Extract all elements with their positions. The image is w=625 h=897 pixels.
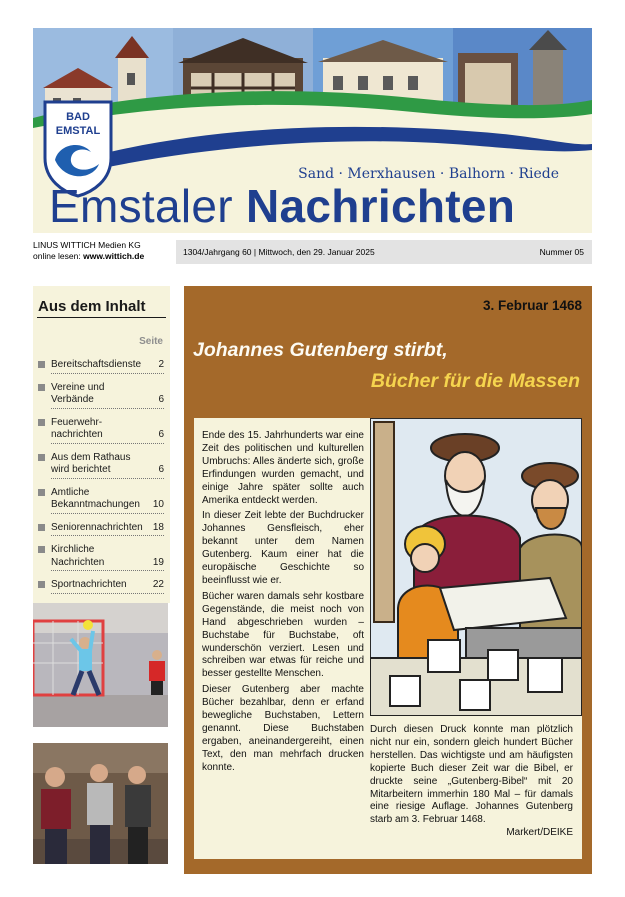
svg-text:EMSTAL: EMSTAL xyxy=(55,125,101,137)
toc-item[interactable] xyxy=(38,382,164,409)
toc-item-page: 10 xyxy=(152,499,164,510)
toc-item-row xyxy=(51,382,164,409)
article-column-1 xyxy=(202,430,364,775)
feature-headline-line2: Bücher für die Massen xyxy=(370,370,580,392)
toc-item-row xyxy=(51,487,164,514)
toc-item-row xyxy=(51,452,164,479)
publisher-info xyxy=(33,240,173,262)
toc-item-page: 6 xyxy=(158,429,164,440)
toc-item-label: Sportnachrichten xyxy=(51,579,127,590)
feature-headline-line1: Johannes Gutenberg stirbt, xyxy=(193,339,448,361)
feature-date: 3. Februar 1468 xyxy=(482,298,582,313)
article-paragraph: Ende des 15. Jahrhunderts war eine Zeit des politischen und kulturellen Umbruchs: Alles änderte sich, große Erfindungen wurden gemacht, und einige Jahre später sollte auch Amerika entdeckt werden. xyxy=(202,430,364,506)
square-bullet-icon xyxy=(38,361,45,368)
toc-item-label: Aus dem Rathaus wird berichtet xyxy=(51,451,131,475)
article-credit: Markert/DEIKE xyxy=(506,827,573,839)
toc-item[interactable] xyxy=(38,359,164,374)
article-column-2 xyxy=(370,724,573,840)
square-bullet-icon xyxy=(38,419,45,426)
toc-item[interactable] xyxy=(38,544,164,571)
online-line xyxy=(33,251,173,262)
group-photo xyxy=(33,743,168,864)
feature-article xyxy=(184,286,592,874)
article-text-box-2 xyxy=(370,716,582,859)
toc-item[interactable] xyxy=(38,417,164,444)
toc-divider xyxy=(37,317,166,318)
article-paragraph: Bücher waren damals sehr kostbare Gegenstände, die meist noch von Hand abgeschrieben wurden – Buchstabe für Buchstabe, oft wunderschön verziert. Lesen und schreiben war etwas für reiche und besser gestellte Menschen. xyxy=(202,590,364,680)
square-bullet-icon xyxy=(38,454,45,461)
square-bullet-icon xyxy=(38,581,45,588)
toc-item-page: 22 xyxy=(152,579,164,590)
gutenberg-illustration xyxy=(370,418,582,716)
handball-photo xyxy=(33,603,168,727)
article-paragraph: In dieser Zeit lebte der Buchdrucker Johannes Gensfleisch, eher bekannt unter dem Namen Gutenberg. Kaum einer hat die europäische Geschichte so beeinflusst wie er. xyxy=(202,510,364,586)
toc-item-label: Kirchliche Nachrichten xyxy=(51,544,105,568)
toc-item-label: Seniorennachrichten xyxy=(51,521,143,533)
toc-item-row xyxy=(51,544,164,571)
toc-item-row xyxy=(51,579,164,594)
toc-item[interactable] xyxy=(38,522,164,537)
toc-item[interactable] xyxy=(38,579,164,594)
villages-line: Sand · Merxhausen · Balhorn · Riede xyxy=(298,166,559,182)
online-prefix: online lesen: xyxy=(33,251,81,261)
article-credit-line xyxy=(370,827,573,840)
publisher-name: LINUS WITTICH Medien KG xyxy=(33,240,141,250)
square-bullet-icon xyxy=(38,489,45,496)
toc-item[interactable] xyxy=(38,452,164,479)
newspaper-title xyxy=(49,178,515,233)
title-part-nachrichten: Nachrichten xyxy=(245,180,516,232)
article-text-box xyxy=(194,418,370,859)
toc-item-page: 18 xyxy=(152,521,164,533)
issue-info: 1304/Jahrgang 60 | Mittwoch, den 29. Januar 2025 xyxy=(183,247,375,257)
toc-item-label: Feuerwehr- nachrichten xyxy=(51,416,103,440)
toc-item-page: 2 xyxy=(158,359,164,370)
toc-item-label: Amtliche Bekanntmachungen xyxy=(51,486,140,510)
toc-item-page: 6 xyxy=(158,464,164,475)
toc-list xyxy=(38,359,164,602)
square-bullet-icon xyxy=(38,384,45,391)
toc-item-row xyxy=(51,359,164,374)
toc-title: Aus dem Inhalt xyxy=(38,298,146,315)
issue-bar xyxy=(176,240,592,264)
issue-number: Nummer 05 xyxy=(539,247,584,257)
toc-item-row xyxy=(51,417,164,444)
toc-item-label: Vereine und Verbände xyxy=(51,381,105,405)
table-of-contents xyxy=(33,286,170,603)
toc-page-header: Seite xyxy=(139,336,163,347)
toc-item-page: 19 xyxy=(152,556,164,568)
svg-text:BAD: BAD xyxy=(66,111,90,123)
article-paragraph-final: Durch diesen Druck konnte man plötzlich nicht nur ein, sondern gleich hundert Bücher herstellen. Das wichtigste und am häufigsten kopierte Buch dieser Zeit war die Bibel, er druckte seine „Gutenberg-Bibel“ mit 20 Mitarbeitern immerhin 180 Mal – für damals eine riesige Auflage. Johannes Gutenberg starb am 3. Februar 1468. xyxy=(370,724,573,826)
article-paragraph: Dieser Gutenberg aber machte Bücher bezahlbar, denn er erfand bewegliche Buchstaben, Lettern genannt. Diese Buchstaben ergaben, aneinandergereiht, einen Text, den man mehrfach drucken konnte. xyxy=(202,684,364,773)
toc-item[interactable] xyxy=(38,487,164,514)
title-part-emstaler: Emstaler xyxy=(49,180,233,232)
online-url-link[interactable]: www.wittich.de xyxy=(83,251,145,261)
square-bullet-icon xyxy=(38,524,45,531)
toc-item-row xyxy=(51,522,164,537)
toc-item-page: 6 xyxy=(158,394,164,405)
square-bullet-icon xyxy=(38,546,45,553)
masthead xyxy=(33,28,592,233)
toc-item-label: Bereitschaftsdienste xyxy=(51,359,142,370)
